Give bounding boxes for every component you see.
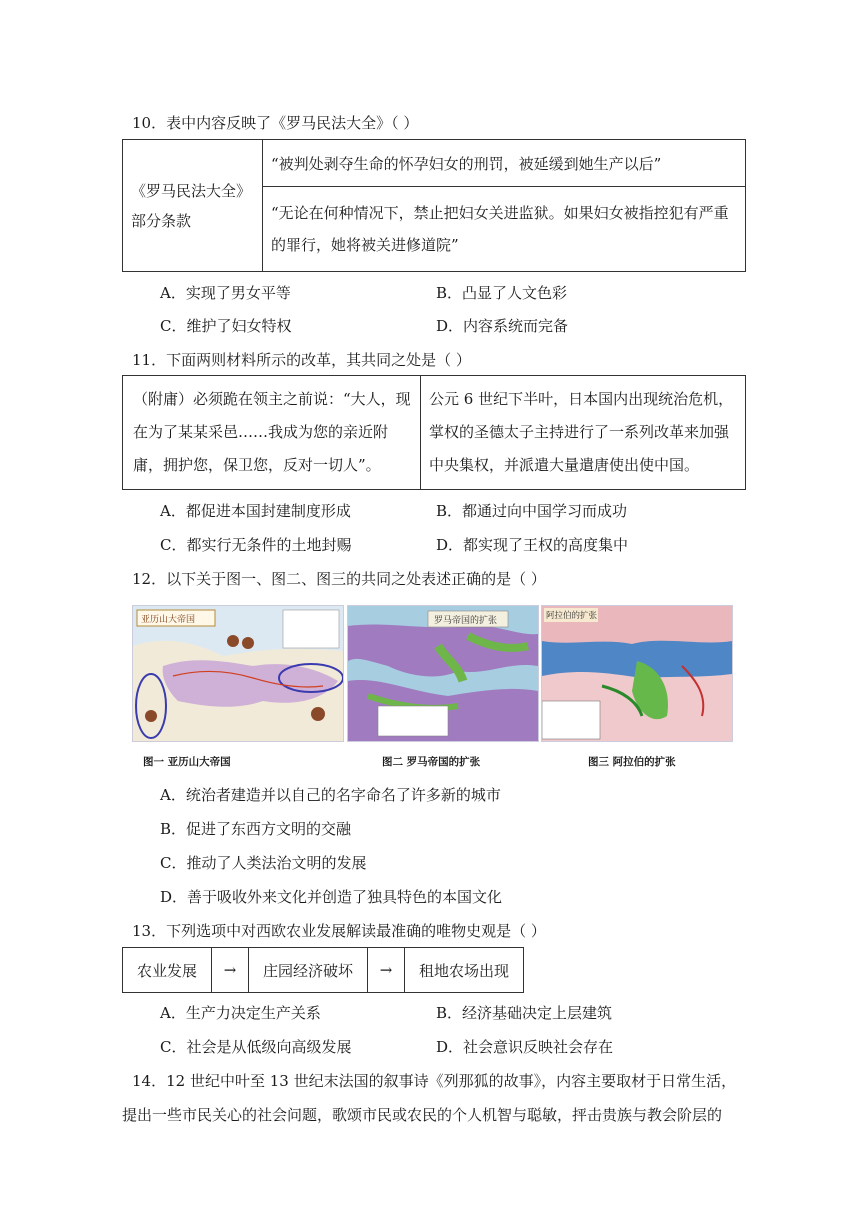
map-3-title: 阿拉伯的扩张 — [546, 611, 598, 621]
question-14-line-1: 14．12 世纪中叶至 13 世纪末法国的叙事诗《列那狐的故事》，内容主要取材于日常生活， — [132, 1072, 737, 1090]
option-b[interactable]: B．经济基础决定上层建筑 — [436, 1004, 613, 1022]
clause-2-line: 的罪行，她将被关进修道院” — [271, 236, 459, 254]
map-alexander-graphic — [133, 606, 343, 741]
option-d[interactable]: D．都实现了王权的高度集中 — [436, 536, 629, 554]
flow-step-2: 庄园经济破坏 — [249, 948, 368, 992]
option-d[interactable]: D．善于吸收外来文化并创造了独具特色的本国文化 — [160, 888, 503, 906]
question-11-stem: 11．下面两则材料所示的改革，其共同之处是（ ） — [132, 351, 471, 369]
map-roman-expansion — [347, 605, 539, 742]
flow-step-3: 租地农场出现 — [418, 961, 509, 980]
clause-2-line: “无论在何种情况下，禁止把妇女关进监狱。如果妇女被指控犯有严重 — [271, 204, 729, 222]
map-arab-expansion — [541, 605, 733, 742]
question-10-stem: 10．表中内容反映了《罗马民法大全》（ ） — [132, 114, 419, 132]
map-roman-graphic — [348, 606, 538, 741]
material-2-line: 掌权的圣德太子主持进行了一系列改革来加强 — [429, 423, 730, 441]
flow-diagram — [122, 947, 524, 993]
caption-figure-1: 图一 亚历山大帝国 — [143, 756, 231, 768]
material-1-line: 在为了某某采邑……我成为您的亲近附 — [133, 423, 389, 441]
option-a[interactable]: A．实现了男女平等 — [160, 284, 291, 302]
question-12-stem: 12．以下关于图一、图二、图三的共同之处表述正确的是（ ） — [132, 570, 546, 588]
option-b[interactable]: B．都通过向中国学习而成功 — [436, 502, 628, 520]
table-cell — [421, 376, 746, 490]
option-a[interactable]: A．生产力决定生产关系 — [160, 1004, 321, 1022]
material-2-line: 公元 6 世纪下半叶，日本国内出现统治危机， — [429, 390, 734, 408]
question-13-stem: 13．下列选项中对西欧农业发展解读最准确的唯物史观是（ ） — [132, 922, 546, 940]
flow-step-1: 农业发展 — [123, 948, 212, 992]
caption-figure-2: 图二 罗马帝国的扩张 — [382, 756, 481, 768]
option-a[interactable]: A．都促进本国封建制度形成 — [160, 502, 351, 520]
option-c[interactable]: C．社会是从低级向高级发展 — [160, 1038, 352, 1056]
question-11-table — [122, 375, 746, 490]
option-c[interactable]: C．推动了人类法治文明的发展 — [160, 854, 367, 872]
map-arab-graphic — [542, 606, 732, 741]
option-b[interactable]: B．凸显了人文色彩 — [436, 284, 568, 302]
option-a[interactable]: A．统治者建造并以自己的名字命名了许多新的城市 — [160, 786, 501, 804]
flow-arrow-2: → — [368, 948, 405, 992]
table-header-line: 《罗马民法大全》 — [131, 181, 252, 200]
caption-figure-3: 图三 阿拉伯的扩张 — [588, 756, 676, 768]
map-1-title: 亚历山大帝国 — [141, 615, 196, 625]
clause-1-text: “被判处剥夺生命的怀孕妇女的刑罚，被延缓到她生产以后” — [271, 154, 662, 173]
option-c[interactable]: C．都实行无条件的土地封赐 — [160, 536, 352, 554]
option-c[interactable]: C．维护了妇女特权 — [160, 317, 292, 335]
flow-arrow-1: → — [212, 948, 249, 992]
option-d[interactable]: D．内容系统而完备 — [436, 317, 569, 335]
question-10-table — [122, 139, 746, 272]
option-d[interactable]: D．社会意识反映社会存在 — [436, 1038, 614, 1056]
material-1-line: 庸，拥护您，保卫您，反对一切人”。 — [133, 456, 381, 474]
table-header-line: 部分条款 — [131, 211, 192, 230]
table-cell — [263, 140, 746, 187]
table-cell — [123, 376, 421, 490]
material-1-line: （附庸）必须跪在领主之前说：“大人，现 — [133, 390, 411, 408]
material-2-line: 中央集权，并派遣大量遣唐使出使中国。 — [429, 456, 700, 474]
table-header-cell — [123, 140, 263, 272]
option-b[interactable]: B．促进了东西方文明的交融 — [160, 820, 352, 838]
question-14-line-2: 提出一些市民关心的社会问题，歌颂市民或农民的个人机智与聪敏，抨击贵族与教会阶层的 — [122, 1106, 723, 1124]
map-alexander-empire — [132, 605, 344, 742]
table-cell — [263, 187, 746, 272]
map-2-title: 罗马帝国的扩张 — [434, 616, 498, 626]
